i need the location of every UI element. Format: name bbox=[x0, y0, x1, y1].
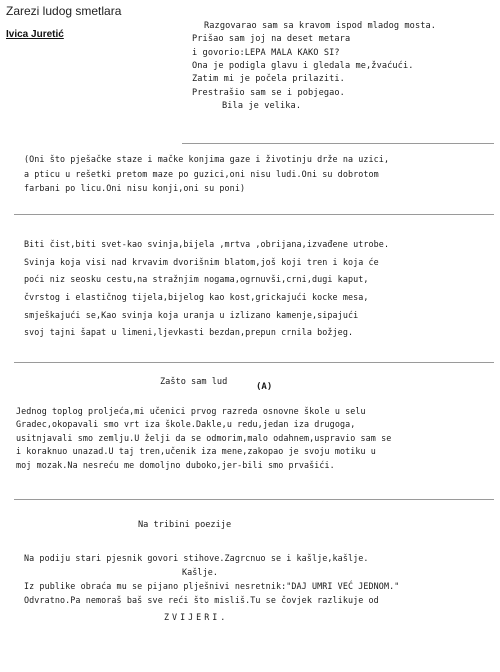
paragraph-svinja bbox=[24, 236, 389, 342]
divider bbox=[14, 499, 494, 500]
paragraph-line: farbani po licu.Oni nisu konji,oni su poni) bbox=[24, 183, 246, 194]
section-line: i koraknuo unazad.U taj tren,učenik iza mene,zakopao je svoju motiku u bbox=[16, 446, 376, 457]
poem-line: i govorio:LEPA MALA KAKO SI? bbox=[192, 47, 340, 58]
section-line: moj mozak.Na nesreću me domoljno duboko,jer-bili smo prvašići. bbox=[16, 459, 335, 470]
divider bbox=[182, 143, 494, 144]
divider bbox=[14, 214, 494, 215]
poem-line: Prišao sam joj na deset metara bbox=[192, 34, 351, 45]
section-heading: Zašto sam lud bbox=[160, 377, 228, 387]
paragraph-parenthetical bbox=[24, 152, 389, 196]
paragraph-line: smješkajući se,Kao svinja koja uranja u izlizano kamenje,sipajući bbox=[24, 309, 359, 320]
paragraph-line: čvrstog i elastičnog tijela,bijelog kao kost,grickajući kocke mesa, bbox=[24, 291, 369, 302]
poem-block bbox=[192, 20, 436, 113]
paragraph-line: Svinja koja visi nad krvavim dvorišnim blatom,još koji tren i koja će bbox=[24, 256, 379, 267]
divider bbox=[14, 362, 494, 363]
section-line: Jednog toplog proljeća,mi učenici prvog razreda osnovne škole u selu bbox=[16, 406, 366, 416]
section-line: usitnjavali smo zemlju.U želji da se odmorim,malo odahnem,uspravio sam se bbox=[16, 432, 392, 443]
document-title: Zarezi ludog smetlara bbox=[6, 4, 122, 18]
paragraph-line: (Oni što pješačke staze i mačke konjima gaze i životinju drže na uzici, bbox=[24, 154, 390, 164]
poem-line: Prestrašio sam se i pobjegao. bbox=[192, 87, 345, 98]
section-line: Odvratno.Pa nemoraš baš sve reći što misliš.Tu se čovjek razlikuje od bbox=[24, 594, 379, 605]
paragraph-line: a pticu u rešetki pretom maze po guzici,oni nisu ludi.Oni su dobrotom bbox=[24, 168, 379, 179]
poem-line: Bila je velika. bbox=[222, 100, 302, 111]
paragraph-line: svoj tajni šapat u limeni,ljevkasti bezdan,prepun crnila božjeg. bbox=[24, 327, 354, 338]
section-mark: (A) bbox=[256, 382, 273, 392]
section-line: Gradec,okopavali smo vrt iza škole.Dakle,u redu,jedan iza drugoga, bbox=[16, 419, 356, 430]
author-name: Ivica Juretić bbox=[6, 29, 64, 40]
section-line: Kašlje. bbox=[182, 566, 218, 577]
poem-line: Razgovarao sam sa kravom ispod mladog mosta. bbox=[204, 21, 437, 31]
paragraph-line: Biti čist,biti svet-kao svinja,bijela ,mrtva ,obrijana,izvađene utrobe. bbox=[24, 239, 390, 249]
section-body bbox=[16, 405, 391, 472]
poem-line: Zatim mi je počela prilaziti. bbox=[192, 74, 345, 85]
section-body bbox=[24, 552, 399, 625]
paragraph-line: poći niz seosku cestu,na stražnjim nogama,ogrnuvši,crni,dugi kaput, bbox=[24, 274, 369, 285]
section-line: ZVIJERI. bbox=[164, 612, 229, 623]
section-line: Na podiju stari pjesnik govori stihove.Zagrcnuo se i kašlje,kašlje. bbox=[24, 553, 369, 563]
section-line: Iz publike obraća mu se pijano plješnivi nesretnik:"DAJ UMRI VEĆ JEDNOM." bbox=[24, 580, 400, 591]
poem-line: Ona je podigla glavu i gledala me,žvaćući. bbox=[192, 60, 414, 71]
section-heading: Na tribini poezije bbox=[138, 520, 232, 530]
